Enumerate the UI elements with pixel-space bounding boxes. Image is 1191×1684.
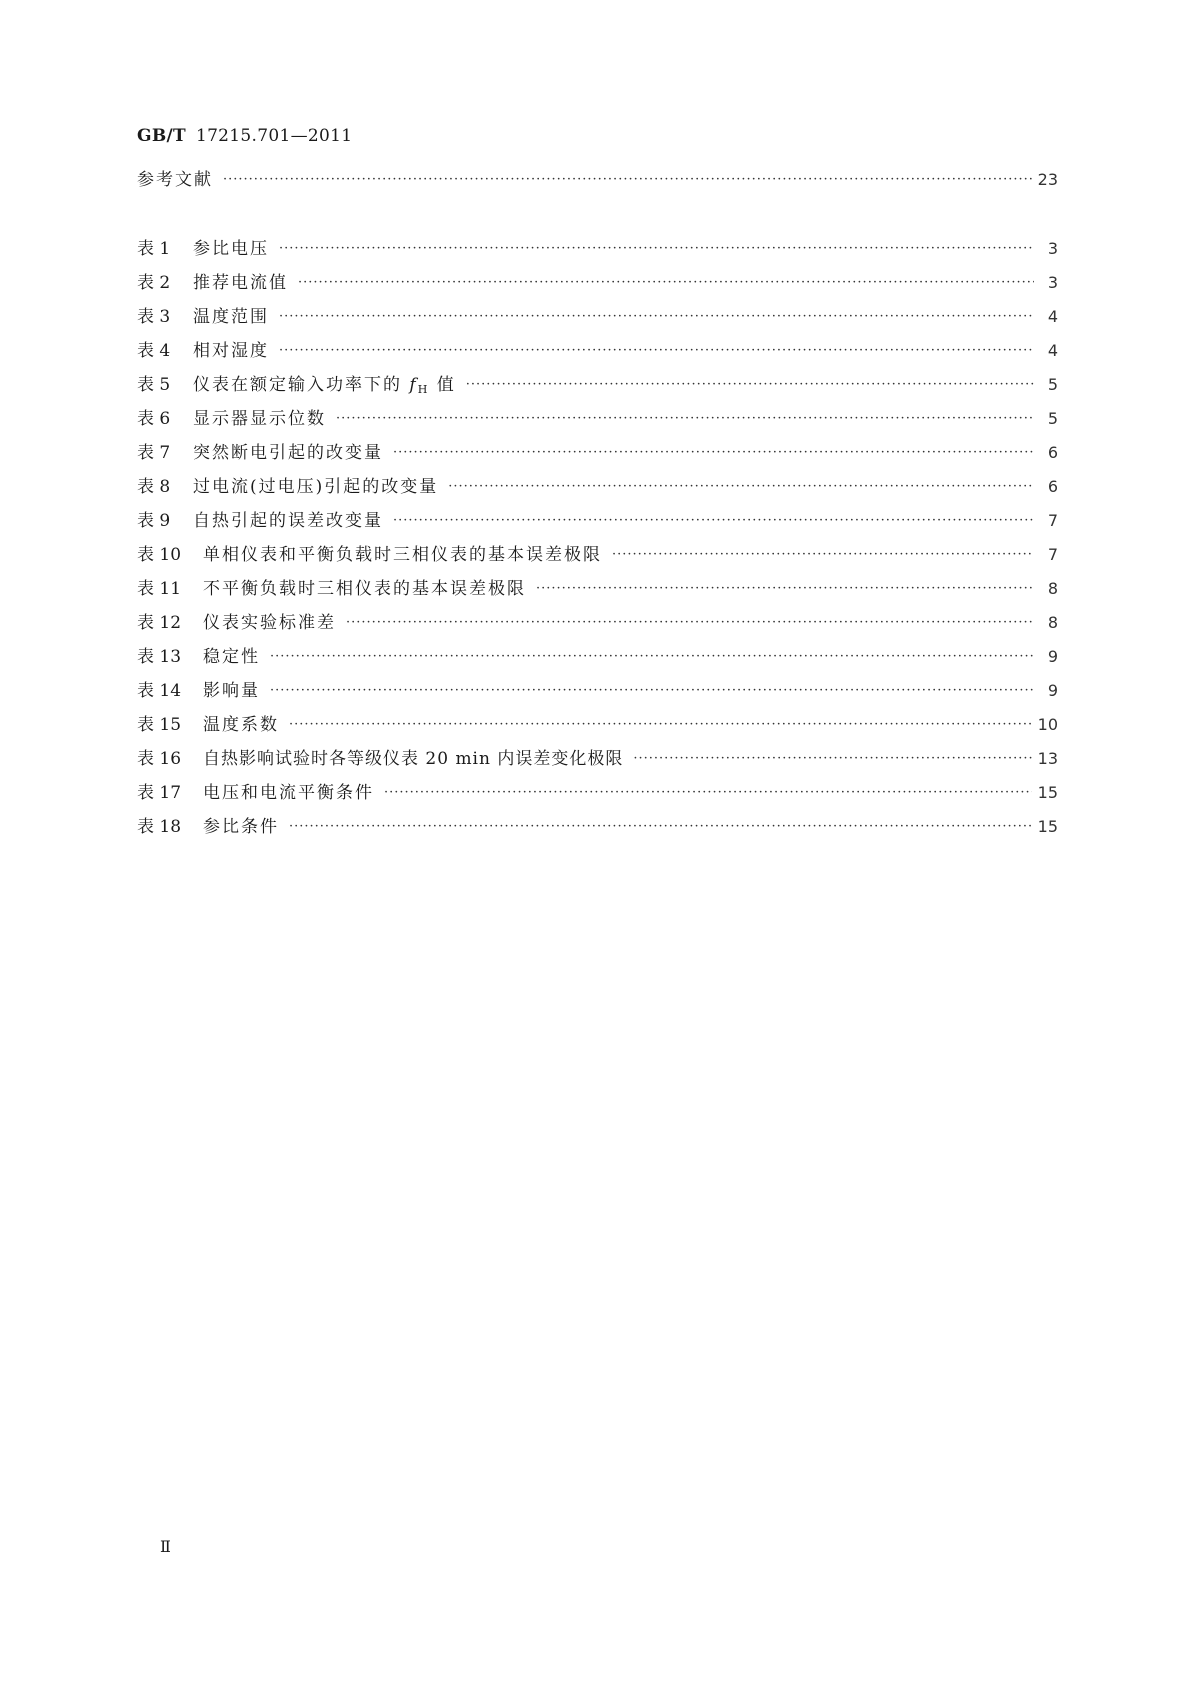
- document-header: [137, 126, 352, 146]
- dot-leader: [612, 542, 1034, 568]
- standard-number: 17215.701—2011: [195, 126, 353, 146]
- toc-entry-label: 表 4: [137, 341, 171, 361]
- toc-entry-table-17[interactable]: [137, 780, 1058, 806]
- toc-entry-title: 推荐电流值: [193, 273, 288, 293]
- toc-entry-title: 参考文献: [137, 170, 213, 190]
- dot-leader: [289, 712, 1032, 738]
- toc-entry-page: 9: [1047, 681, 1058, 700]
- toc-entry-page: 13: [1037, 749, 1058, 768]
- toc-entry-title: 自热引起的误差改变量: [193, 511, 383, 531]
- dot-leader: [270, 644, 1034, 670]
- dot-leader: [536, 576, 1034, 602]
- toc-entry-label: 表 12: [137, 613, 182, 633]
- toc-entry-table-1[interactable]: [137, 236, 1058, 262]
- toc-entry-table-4[interactable]: [137, 338, 1058, 364]
- toc-entry-page: 8: [1047, 613, 1058, 632]
- toc-entry-page: 7: [1047, 511, 1058, 530]
- toc-entry-table-10[interactable]: [137, 542, 1058, 568]
- toc-entry-title: 稳定性: [203, 647, 260, 667]
- toc-entry-label: 表 16: [137, 749, 182, 769]
- toc-entry-label: 表 6: [137, 409, 171, 429]
- toc-entry-label: 表 13: [137, 647, 182, 667]
- toc-entry-label: 表 17: [137, 783, 182, 803]
- dot-leader: [223, 167, 1032, 193]
- toc-entry-page: 4: [1047, 307, 1058, 326]
- toc-entry-table-9[interactable]: [137, 508, 1058, 534]
- toc-entry-table-8[interactable]: [137, 474, 1058, 500]
- toc-entry-page: 9: [1047, 647, 1058, 666]
- toc-entry-page: 3: [1047, 239, 1058, 258]
- toc-entry-table-2[interactable]: [137, 270, 1058, 296]
- toc-entry-page: 8: [1047, 579, 1058, 598]
- dot-leader: [346, 610, 1034, 636]
- toc-entry-table-14[interactable]: [137, 678, 1058, 704]
- dot-leader: [393, 440, 1034, 466]
- toc-entry-label: 表 9: [137, 511, 171, 531]
- dot-leader: [393, 508, 1034, 534]
- symbol-subscript-h: H: [417, 383, 430, 396]
- toc-entry-table-18[interactable]: [137, 814, 1058, 840]
- toc-entry-title: 不平衡负载时三相仪表的基本误差极限: [203, 579, 526, 599]
- standard-code: GB/T: [137, 126, 186, 146]
- toc-entry-label: 表 14: [137, 681, 182, 701]
- toc-entry-title: 仪表实验标准差: [203, 613, 336, 633]
- toc-entry-title: [193, 372, 456, 403]
- toc-entry-table-7[interactable]: [137, 440, 1058, 466]
- toc-entry-table-5[interactable]: [137, 372, 1058, 398]
- toc-entry-title-suffix: 值: [429, 375, 456, 395]
- toc-entry-table-3[interactable]: [137, 304, 1058, 330]
- toc-entry-table-12[interactable]: [137, 610, 1058, 636]
- dot-leader: [448, 474, 1034, 500]
- toc-entry-label: 表 3: [137, 307, 171, 327]
- toc-entry-title: 温度系数: [203, 715, 279, 735]
- page-number-footer: Ⅱ: [160, 1537, 171, 1556]
- toc-entry-label: 表 1: [137, 239, 171, 259]
- toc-entry-label: 表 5: [137, 375, 171, 395]
- toc-entry-title: 参比条件: [203, 817, 279, 837]
- toc-entry-title: 过电流(过电压)引起的改变量: [193, 477, 439, 497]
- dot-leader: [279, 338, 1034, 364]
- toc-entry-page: 5: [1047, 409, 1058, 428]
- toc-entry-page: 7: [1047, 545, 1058, 564]
- toc-entry-label: 表 8: [137, 477, 171, 497]
- symbol-f: f: [409, 375, 418, 395]
- dot-leader: [279, 236, 1034, 262]
- dot-leader: [279, 304, 1034, 330]
- dot-leader: [289, 814, 1032, 840]
- toc-entry-table-11[interactable]: [137, 576, 1058, 602]
- dot-leader: [298, 270, 1034, 296]
- toc-entry-table-15[interactable]: [137, 712, 1058, 738]
- toc-entry-page: 4: [1047, 341, 1058, 360]
- toc-entry-title: 突然断电引起的改变量: [193, 443, 383, 463]
- toc-entry-label: 表 2: [137, 273, 171, 293]
- toc-entry-label: 表 18: [137, 817, 182, 837]
- toc-entry-title: 电压和电流平衡条件: [203, 783, 374, 803]
- dot-leader: [633, 746, 1031, 772]
- toc-entry-label: 表 7: [137, 443, 171, 463]
- toc-entry-title: 显示器显示位数: [193, 409, 326, 429]
- toc-entry-page: 6: [1047, 477, 1058, 496]
- toc-entry-bibliography[interactable]: [137, 167, 1058, 193]
- toc-entry-table-6[interactable]: [137, 406, 1058, 432]
- toc-entry-title: 相对湿度: [193, 341, 269, 361]
- toc-entry-label: 表 11: [137, 579, 182, 599]
- toc-entry-page: 15: [1037, 817, 1058, 836]
- dot-leader: [270, 678, 1034, 704]
- toc-entry-title: 单相仪表和平衡负载时三相仪表的基本误差极限: [203, 545, 602, 565]
- toc-entry-page: 15: [1037, 783, 1058, 802]
- dot-leader: [466, 372, 1034, 398]
- toc-entry-page: 3: [1047, 273, 1058, 292]
- toc-entry-page: 5: [1047, 375, 1058, 394]
- toc-entry-page: 23: [1037, 170, 1058, 189]
- toc-entry-title: 温度范围: [193, 307, 269, 327]
- toc-entry-table-13[interactable]: [137, 644, 1058, 670]
- toc-entry-label: 表 15: [137, 715, 182, 735]
- toc-entry-title: 参比电压: [193, 239, 269, 259]
- toc-entry-title: 自热影响试验时各等级仪表 20 min 内误差变化极限: [203, 749, 624, 769]
- toc-entry-table-16[interactable]: [137, 746, 1058, 772]
- toc-entry-title: 影响量: [203, 681, 260, 701]
- dot-leader: [336, 406, 1034, 432]
- toc-entry-label: 表 10: [137, 545, 182, 565]
- toc-entry-title-text: 仪表在额定输入功率下的: [193, 375, 402, 395]
- dot-leader: [384, 780, 1032, 806]
- toc-entry-page: 10: [1037, 715, 1058, 734]
- toc-entry-page: 6: [1047, 443, 1058, 462]
